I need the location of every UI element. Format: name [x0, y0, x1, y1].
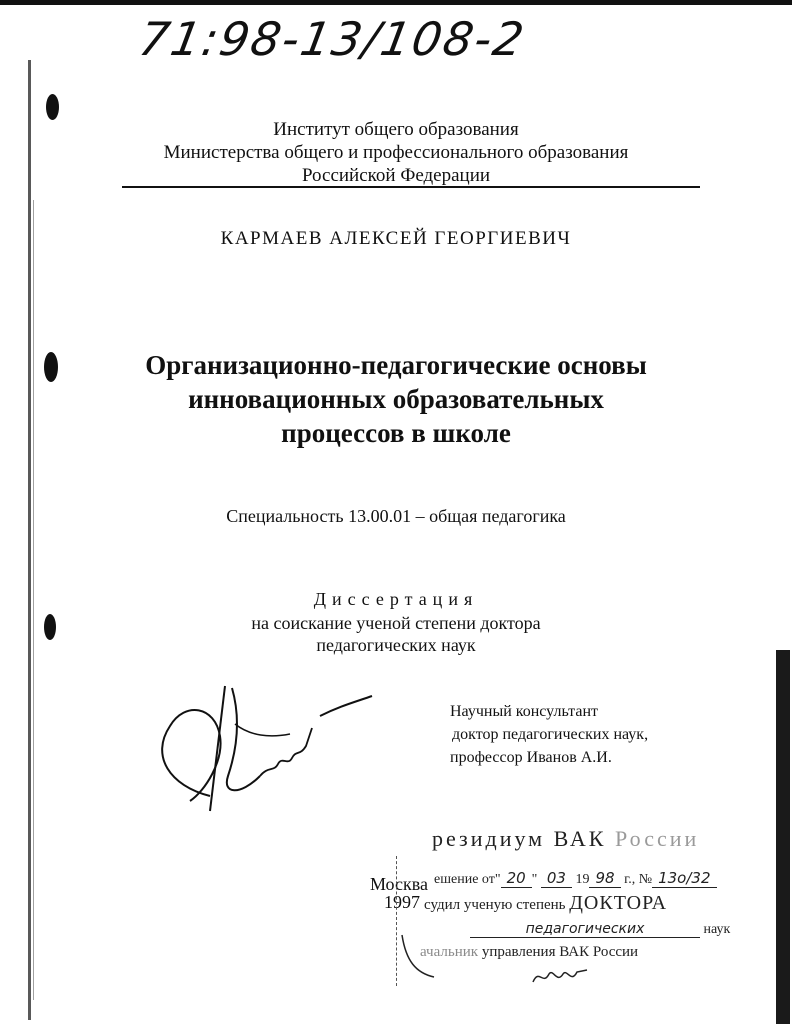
stamp-field-line — [470, 921, 770, 938]
specialty: Специальность 13.00.01 – общая педагогика — [226, 506, 566, 526]
degree-line: на соискание ученой степени доктора — [251, 613, 541, 633]
stamp-sciences: наук — [703, 922, 731, 937]
stamp-heading — [432, 826, 699, 852]
consultant-block — [450, 700, 648, 769]
institution-line: Российской Федерации — [301, 165, 491, 186]
archive-number: 71:98-13/108-2 — [135, 12, 530, 66]
institution-line: Институт общего образования — [273, 119, 519, 140]
stamp-heading-text: резидиум ВАК — [432, 826, 607, 851]
stamp-number-label: г., № — [624, 872, 653, 887]
scan-left-edge — [28, 60, 31, 1020]
stamp-head-faded: ачальник — [420, 944, 479, 960]
stamp-field: педагогических — [470, 921, 700, 938]
vak-stamp — [396, 826, 776, 986]
stamp-awarded-line — [424, 892, 667, 915]
stamp-year-suffix: 98 — [589, 869, 620, 888]
stamp-decision-prefix: ешение от" — [434, 872, 501, 887]
author-name: КАРМАЕВ АЛЕКСЕЙ ГЕОРГИЕВИЧ — [220, 228, 572, 249]
consultant-line: Научный консультант — [450, 703, 598, 720]
title-line: процессов в школе — [281, 418, 511, 448]
stamp-signature — [531, 966, 591, 988]
title-line: инновационных образовательных — [188, 384, 604, 414]
scan-right-edge — [776, 650, 790, 1024]
consultant-line: доктор педагогических наук, — [452, 726, 649, 743]
dissertation-heading: Диссертация — [313, 589, 479, 609]
scan-top-edge — [0, 0, 792, 5]
degree-block — [0, 612, 792, 656]
institution-block — [0, 118, 792, 187]
stamp-month: 03 — [541, 869, 572, 888]
institution-line: Министерства общего и профессионального образования — [163, 142, 629, 163]
stamp-head-line — [420, 944, 638, 961]
dissertation-title — [0, 348, 792, 450]
place: Москва — [370, 874, 428, 894]
header-rule — [122, 186, 700, 188]
consultant-line: профессор Иванов А.И. — [450, 749, 612, 766]
binder-hole — [46, 94, 59, 120]
stamp-year-prefix: 19 — [575, 872, 590, 887]
stamp-degree: ДОКТОРА — [569, 892, 668, 914]
author-signature — [150, 676, 380, 826]
degree-line: педагогических наук — [316, 635, 476, 655]
stamp-awarded: судил ученую степень — [424, 897, 566, 913]
title-line: Организационно-педагогические основы — [145, 350, 647, 380]
stamp-number: 13о/32 — [652, 869, 716, 888]
stamp-decision-line: ешение от" 20 " 03 19 98 г., № 13о/32 — [434, 869, 717, 888]
year: 1997 — [384, 892, 420, 912]
stamp-heading-faded: России — [614, 826, 700, 851]
stamp-head: управления ВАК России — [481, 944, 639, 960]
stamp-day: 20 — [501, 869, 532, 888]
